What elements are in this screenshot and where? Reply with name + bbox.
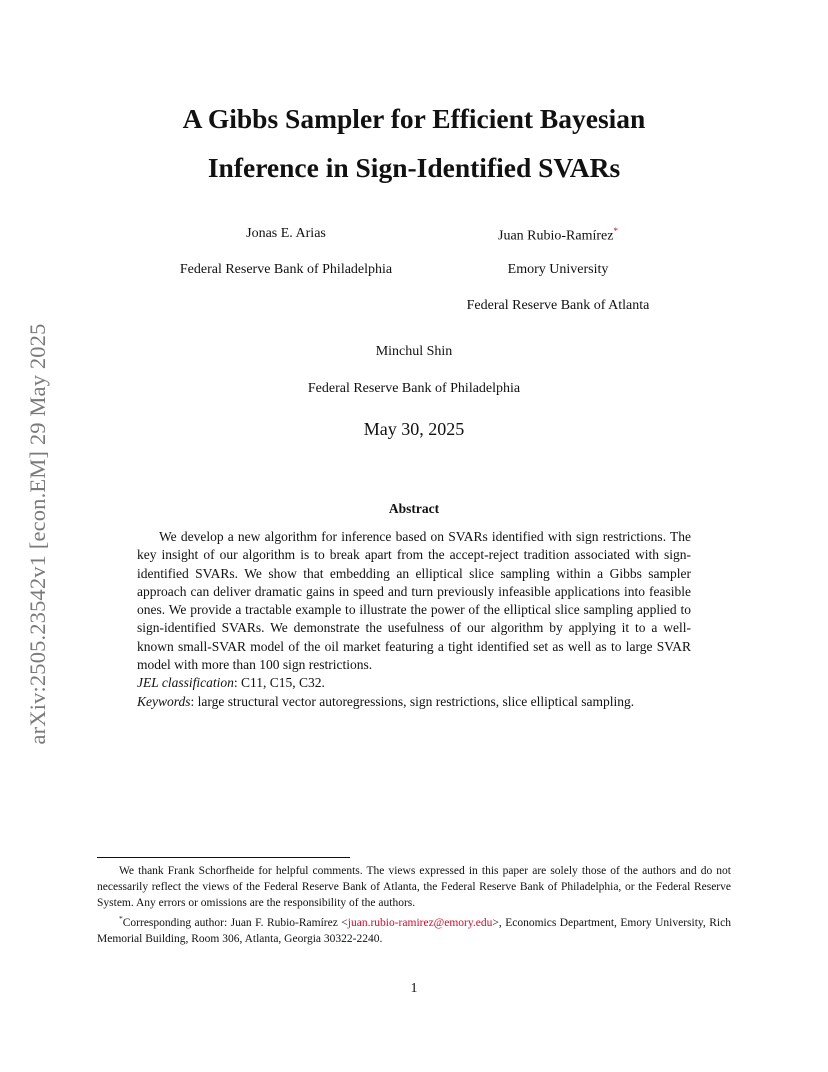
footnote-corresponding-author [97,911,731,947]
footnote-marker: * [119,914,123,923]
footnote-divider [97,857,350,858]
author-name-arias: Jonas E. Arias [246,226,326,241]
paper-title-line-2: Inference in Sign-Identified SVARs [207,152,621,183]
email-link[interactable]: juan.rubio-ramirez@emory.edu [347,916,493,929]
author-name-text: Juan Rubio-Ramírez [498,228,614,244]
keywords [137,693,691,711]
keywords-list: : large structural vector autoregressions, sign restrictions, slice elliptical sampling. [190,693,635,709]
corresponding-author-marker[interactable]: * [613,226,618,236]
author-affiliation-shin: Federal Reserve Bank of Philadelphia [307,381,521,396]
jel-label: JEL classification [137,675,234,691]
author-affiliation-atlanta-fed: Federal Reserve Bank of Atlanta [466,298,650,313]
page-number: 1 [410,981,418,996]
paper-title-line-1: A Gibbs Sampler for Efficient Bayesian [182,103,646,134]
abstract-body: We develop a new algorithm for inference based on SVARs identified with sign restrictions. The key insight of our algorithm is to break apart from the accept-reject tradition associated with sign-identified SVARs. We show that embedding an elliptical slice sampling within a Gibbs sampler approach can deliver dramatic gains in speed and turn previously infeasible applications into feasible ones. We provide a tractable example to illustrate the power of the elliptical slice sampling applied to sign-identified SVARs. We demonstrate the usefulness of our algorithm by applying it to a well-known small-SVAR model of the oil market featuring a tight identified set as well as to large SVAR model with more than 100 sign restrictions. [137,529,691,673]
author-affiliation-emory: Emory University [507,262,609,277]
author-affiliation-arias: Federal Reserve Bank of Philadelphia [179,262,393,277]
keywords-label: Keywords [137,693,191,709]
jel-classification [137,674,691,692]
paper-date: May 30, 2025 [363,419,465,439]
abstract-section [137,528,691,711]
footnote-acknowledgements: We thank Frank Schorfheide for helpful comments. The views expressed in this paper are solely those of the authors and do not necessarily reflect the views of the Federal Reserve Bank of Atlanta, the Federal Reserve Bank of Philadelphia, or the Federal Reserve System. Any errors or omissions are the responsibility of the authors. [97,865,731,909]
corresponding-suffix: >, Economics Department, Emory University, Rich Memorial Building, Room 306, Atlanta, Georgia 30322-2240. [97,916,731,945]
footnotes-section [97,863,731,947]
arxiv-identifier[interactable]: arXiv:2505.23542v1 [econ.EM] 29 May 2025 [25,323,50,745]
abstract-heading: Abstract [388,501,440,516]
jel-codes: : C11, C15, C32. [233,675,325,691]
corresponding-prefix: Corresponding author: Juan F. Rubio-Ramírez < [122,916,348,929]
author-name-rubio-ramirez [398,226,718,245]
author-name-shin: Minchul Shin [375,344,453,359]
